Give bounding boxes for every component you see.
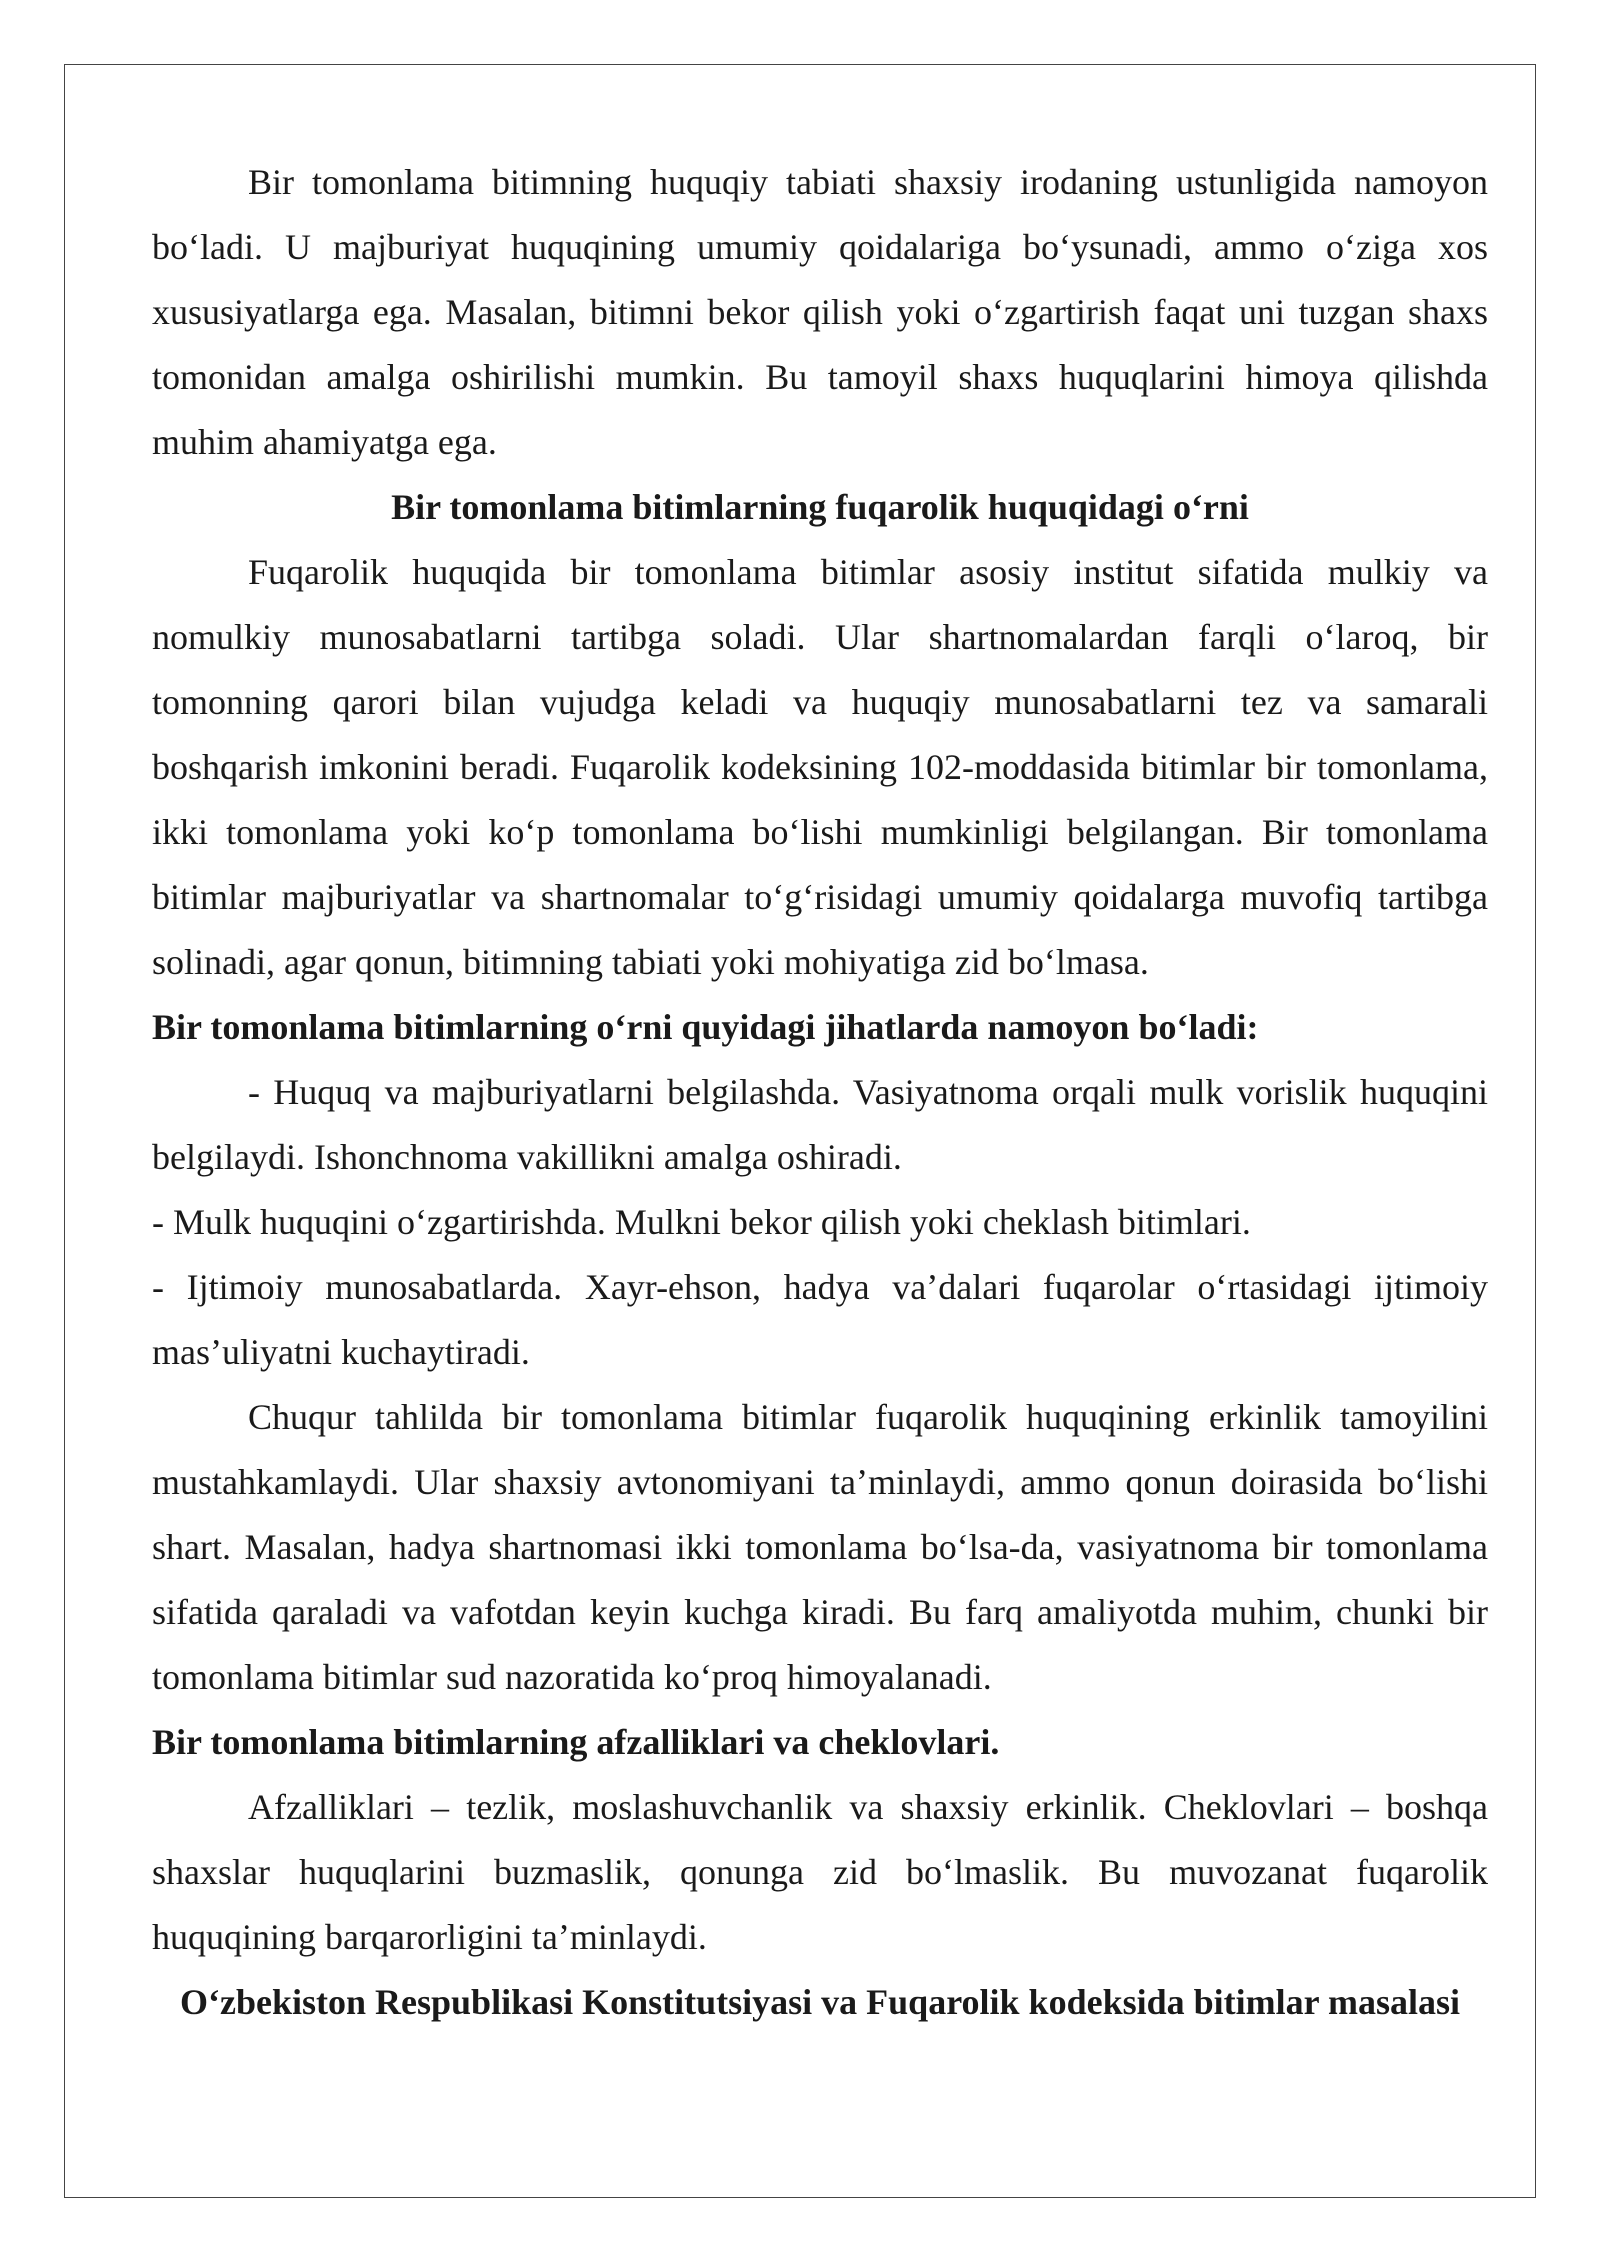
list-item-rights: - Huquq va majburiyatlarni belgilashda. Vasiyatnoma orqali mulk vorislik huquqini belgilaydi. Ishonchnoma vakillikni amalga oshiradi. [152,1072,1488,1177]
subheading-advantages: Bir tomonlama bitimlarning afzalliklari va cheklovlari. [152,1722,1000,1762]
paragraph-advantages: Afzalliklari – tezlik, moslashuvchanlik va shaxsiy erkinlik. Cheklovlari – boshqa shaxslar huquqlarini buzmaslik, qonunga zid boʻlmaslik. Bu muvozanat fuqarolik huquqining barqarorligini taʼminlaydi. [152,1787,1488,1957]
section-heading-constitution: Oʻzbekiston Respublikasi Konstitutsiyasi va Fuqarolik kodeksida bitimlar masalasi [180,1982,1460,2022]
paragraph-analysis: Chuqur tahlilda bir tomonlama bitimlar fuqarolik huquqining erkinlik tamoyilini mustahkamlaydi. Ular shaxsiy avtonomiyani taʼminlaydi, ammo qonun doirasida boʻlishi shart. Masalan, hadya shartnomasi ikki tomonlama boʻlsa-da, vasiyatnoma bir tomonlama sifatida qaraladi va vafotdan keyin kuchga kiradi. Bu farq amaliyotda muhim, chunki bir tomonlama bitimlar sud nazoratida koʻproq himoyalanadi. [152,1397,1488,1697]
paragraph-civil-law: Fuqarolik huquqida bir tomonlama bitimlar asosiy institut sifatida mulkiy va nomulkiy munosabatlarni tartibga soladi. Ular shartnomalardan farqli oʻlaroq, bir tomonning qarori bilan vujudga keladi va huquqiy munosabatlarni tez va samarali boshqarish imkonini beradi. Fuqarolik kodeksining 102-moddasida bitimlar bir tomonlama, ikki tomonlama yoki koʻp tomonlama boʻlishi mumkinligi belgilangan. Bir tomonlama bitimlar majburiyatlar va shartnomalar toʻgʻrisidagi umumiy qoidalarga muvofiq tartibga solinadi, agar qonun, bitimning tabiati yoki mohiyatiga zid boʻlmasa. [152,552,1488,982]
list-item-property: - Mulk huquqini oʻzgartirishda. Mulkni bekor qilish yoki cheklash bitimlari. [152,1202,1251,1242]
document-body [152,150,1488,2035]
section-heading-role: Bir tomonlama bitimlarning fuqarolik huquqidagi oʻrni [391,487,1249,527]
subheading-aspects: Bir tomonlama bitimlarning oʻrni quyidagi jihatlarda namoyon boʻladi: [152,1007,1259,1047]
paragraph-legal-nature: Bir tomonlama bitimning huquqiy tabiati shaxsiy irodaning ustunligida namoyon boʻladi. U majburiyat huquqining umumiy qoidalariga boʻysunadi, ammo oʻziga xos xususiyatlarga ega. Masalan, bitimni bekor qilish yoki oʻzgartirish faqat uni tuzgan shaxs tomonidan amalga oshirilishi mumkin. Bu tamoyil shaxs huquqlarini himoya qilishda muhim ahamiyatga ega. [152,162,1488,462]
list-item-social: - Ijtimoiy munosabatlarda. Xayr-ehson, hadya vaʼdalari fuqarolar oʻrtasidagi ijtimoiy masʼuliyatni kuchaytiradi. [152,1267,1488,1372]
